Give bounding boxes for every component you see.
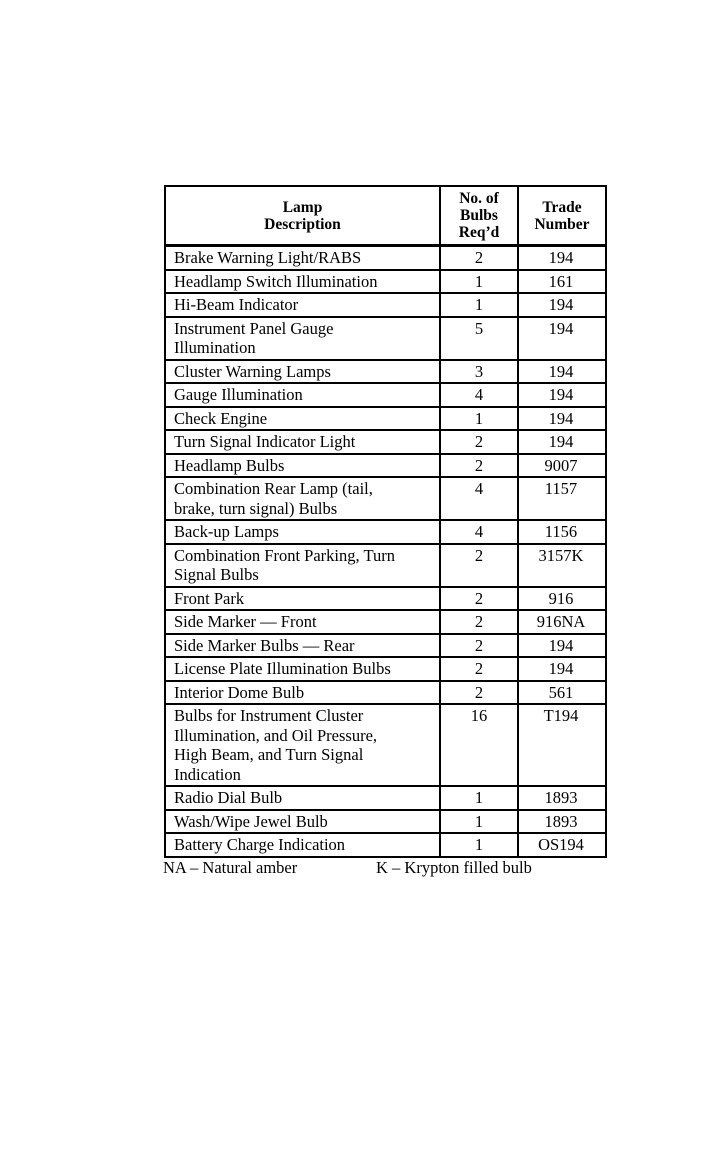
table-row <box>165 833 606 857</box>
trade-number-cell: 1157 <box>518 477 606 520</box>
bulb-count-cell: 1 <box>440 407 518 431</box>
table-row <box>165 634 606 658</box>
bulb-count-cell: 3 <box>440 360 518 384</box>
bulb-count-cell: 2 <box>440 681 518 705</box>
table-row <box>165 430 606 454</box>
bulb-count-cell: 2 <box>440 634 518 658</box>
table-row <box>165 657 606 681</box>
table-row <box>165 360 606 384</box>
table-row <box>165 681 606 705</box>
trade-number-cell: 916 <box>518 587 606 611</box>
table-row <box>165 317 606 360</box>
bulb-count-cell: 16 <box>440 704 518 786</box>
lamp-description-cell: Gauge Illumination <box>165 383 440 407</box>
bulb-count-cell: 4 <box>440 477 518 520</box>
table-header-row <box>165 186 606 246</box>
header-bulbs-required: No. of Bulbs Req’d <box>440 186 518 246</box>
lamp-description-cell: Radio Dial Bulb <box>165 786 440 810</box>
bulb-count-cell: 4 <box>440 520 518 544</box>
lamp-description-cell: Bulbs for Instrument Cluster Illumination, and Oil Pressure, High Beam, and Turn Signal Indication <box>165 704 440 786</box>
trade-number-cell: T194 <box>518 704 606 786</box>
lamp-description-cell: Headlamp Switch Illumination <box>165 270 440 294</box>
header-lamp-description: Lamp Description <box>165 186 440 246</box>
table-row <box>165 810 606 834</box>
lamp-description-cell: Interior Dome Bulb <box>165 681 440 705</box>
lamp-description-cell: Combination Rear Lamp (tail, brake, turn signal) Bulbs <box>165 477 440 520</box>
bulb-count-cell: 2 <box>440 544 518 587</box>
lamp-description-cell: Front Park <box>165 587 440 611</box>
trade-number-cell: 1156 <box>518 520 606 544</box>
table-row <box>165 477 606 520</box>
lamp-description-cell: Back-up Lamps <box>165 520 440 544</box>
lamp-description-cell: Check Engine <box>165 407 440 431</box>
table-row <box>165 786 606 810</box>
bulb-count-cell: 2 <box>440 610 518 634</box>
bulb-count-cell: 5 <box>440 317 518 360</box>
footnote-natural-amber: NA – Natural amber <box>163 858 298 877</box>
lamp-description-cell: Combination Front Parking, Turn Signal Bulbs <box>165 544 440 587</box>
bulb-count-cell: 2 <box>440 246 518 270</box>
bulb-count-cell: 1 <box>440 833 518 857</box>
trade-number-cell: 161 <box>518 270 606 294</box>
lamp-description-cell: Wash/Wipe Jewel Bulb <box>165 810 440 834</box>
table-row <box>165 293 606 317</box>
table-row <box>165 587 606 611</box>
table-body <box>165 246 606 857</box>
table-row <box>165 520 606 544</box>
table-row <box>165 610 606 634</box>
bulb-count-cell: 2 <box>440 430 518 454</box>
lamp-description-cell: Side Marker Bulbs — Rear <box>165 634 440 658</box>
trade-number-cell: 561 <box>518 681 606 705</box>
table-row <box>165 704 606 786</box>
bulb-count-cell: 1 <box>440 293 518 317</box>
footnote-krypton: K – Krypton filled bulb <box>376 858 532 877</box>
lamp-description-cell: Hi-Beam Indicator <box>165 293 440 317</box>
bulb-count-cell: 1 <box>440 810 518 834</box>
trade-number-cell: 194 <box>518 407 606 431</box>
trade-number-cell: 1893 <box>518 786 606 810</box>
table-row <box>165 407 606 431</box>
bulb-count-cell: 2 <box>440 454 518 478</box>
trade-number-cell: 194 <box>518 360 606 384</box>
bulb-count-cell: 1 <box>440 270 518 294</box>
lamp-description-cell: Battery Charge Indication <box>165 833 440 857</box>
trade-number-cell: 194 <box>518 293 606 317</box>
lamp-description-cell: Brake Warning Light/RABS <box>165 246 440 270</box>
table-row <box>165 383 606 407</box>
lamp-bulb-table <box>164 185 607 858</box>
table-row <box>165 544 606 587</box>
trade-number-cell: 194 <box>518 634 606 658</box>
lamp-description-cell: Side Marker — Front <box>165 610 440 634</box>
header-trade-number: Trade Number <box>518 186 606 246</box>
trade-number-cell: 1893 <box>518 810 606 834</box>
bulb-count-cell: 1 <box>440 786 518 810</box>
table-row <box>165 270 606 294</box>
bulb-count-cell: 4 <box>440 383 518 407</box>
bulb-count-cell: 2 <box>440 657 518 681</box>
trade-number-cell: OS194 <box>518 833 606 857</box>
lamp-description-cell: Instrument Panel Gauge Illumination <box>165 317 440 360</box>
trade-number-cell: 194 <box>518 317 606 360</box>
table-row <box>165 454 606 478</box>
lamp-description-cell: Headlamp Bulbs <box>165 454 440 478</box>
trade-number-cell: 916NA <box>518 610 606 634</box>
trade-number-cell: 3157K <box>518 544 606 587</box>
lamp-description-cell: Cluster Warning Lamps <box>165 360 440 384</box>
trade-number-cell: 194 <box>518 430 606 454</box>
lamp-description-cell: Turn Signal Indicator Light <box>165 430 440 454</box>
trade-number-cell: 194 <box>518 246 606 270</box>
table-row <box>165 246 606 270</box>
trade-number-cell: 194 <box>518 657 606 681</box>
lamp-description-cell: License Plate Illumination Bulbs <box>165 657 440 681</box>
trade-number-cell: 9007 <box>518 454 606 478</box>
bulb-count-cell: 2 <box>440 587 518 611</box>
footnotes <box>163 858 532 878</box>
trade-number-cell: 194 <box>518 383 606 407</box>
